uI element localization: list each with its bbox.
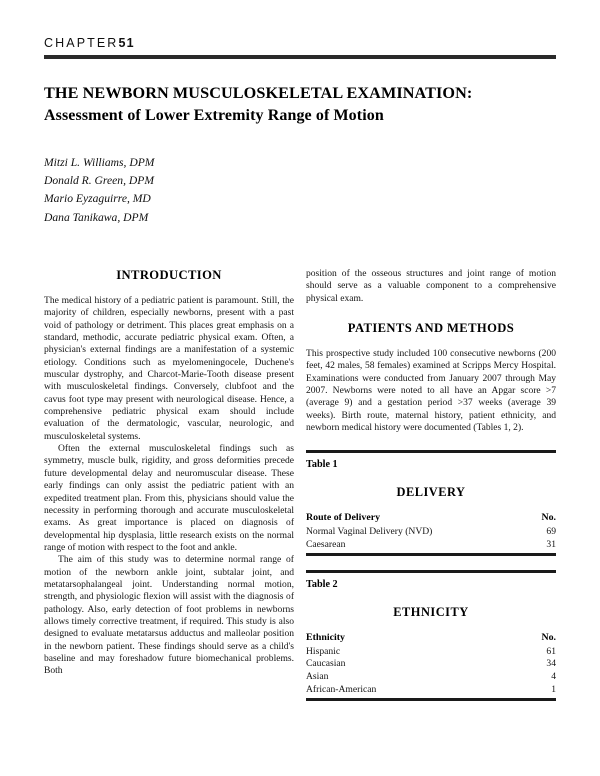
paragraph: The medical history of a pediatric patient is paramount. Still, the majority of children, especially newborns, present with a past void of pathology or detriment. This places great emphasis on a standard, methodic, accurate pediatric physical exam. Often, a physician's external findings are a manifestation of a systemic etiology. Conditions such as myelomeningocele, Duchene's muscular dystrophy, and Charcot-Marie-Tooth disease present with musculoskeletal findings. Conversely, clubfoot and the cavus foot type may present with neurological disease. Hence, a comprehensive pediatric physical exam should include evaluation of the dermatologic, vascular, neurologic, and musculoskeletal systems. — [44, 295, 294, 442]
chapter-number: 51 — [118, 36, 135, 50]
table-1 — [306, 512, 556, 553]
table-row — [306, 526, 556, 539]
cell-route: Caesarean — [306, 538, 346, 550]
cell-number: 4 — [551, 671, 556, 682]
author-name: Mario Eyzaguirre, MD — [44, 192, 151, 206]
cell-route: Normal Vaginal Delivery (NVD) — [306, 526, 433, 538]
left-column — [44, 268, 294, 701]
author-name: Dana Tanikawa, DPM — [44, 210, 149, 224]
column-header-route: Route of Delivery — [306, 512, 381, 524]
table-1-label: Table 1 — [306, 459, 338, 471]
table-2-block — [306, 570, 556, 701]
title-line-1: THE NEWBORN MUSCULOSKELETAL EXAMINATION: — [44, 84, 473, 102]
cell-number: 69 — [546, 526, 556, 538]
author-name: Donald R. Green, DPM — [44, 174, 155, 188]
paragraph: Often the external musculoskeletal findings such as symmetry, muscle bulk, rigidity, and gross deformities precede future developmental delay and neuromuscular disease. These early findings can only assist the pediatric patient with an expedited treatment plan. From this, physicians should value the necessity in performing thorough and accurate musculoskeletal exams. As great importance is placed on diagnosis of developmental hip dysplasia, little research exists on the normal range of motion with respect to the foot and ankle. — [44, 443, 294, 553]
cell-ethnicity: Hispanic — [306, 645, 341, 657]
table-top-rule — [306, 450, 556, 453]
table-header-row — [306, 512, 556, 526]
cell-number: 31 — [546, 538, 556, 550]
cell-number: 34 — [546, 658, 556, 670]
cell-ethnicity: Caucasian — [306, 658, 346, 670]
table-1-block — [306, 450, 556, 556]
cell-ethnicity: African-American — [306, 683, 377, 695]
table-2 — [306, 632, 556, 698]
table-2-label: Table 2 — [306, 579, 338, 591]
section-heading-patients-and-methods: PATIENTS AND METHODS — [347, 321, 515, 336]
table-1-caption: DELIVERY — [396, 485, 466, 500]
body-columns — [44, 268, 556, 701]
paragraph-continuation: position of the osseous structures and joint range of motion should serve as a valuable component to a comprehensive physical exam. — [306, 268, 556, 304]
page-title — [44, 83, 556, 126]
section-heading-introduction: INTRODUCTION — [116, 268, 222, 282]
column-header-number: No. — [541, 512, 556, 524]
cell-number: 61 — [546, 645, 556, 657]
table-2-caption: ETHNICITY — [393, 605, 469, 620]
column-header-number: No. — [541, 632, 556, 644]
title-line-2: Assessment of Lower Extremity Range of Motion — [44, 106, 384, 124]
author-name: Mitzi L. Williams, DPM — [44, 156, 155, 169]
table-row — [306, 684, 556, 699]
table-row — [306, 671, 556, 684]
author-list — [44, 154, 556, 227]
chapter-header — [44, 0, 556, 51]
right-column — [306, 268, 556, 701]
table-header-row — [306, 632, 556, 646]
table-bottom-rule — [306, 553, 556, 556]
table-row — [306, 539, 556, 554]
cell-number: 1 — [551, 683, 556, 695]
table-row — [306, 658, 556, 671]
table-row — [306, 646, 556, 659]
paragraph: This prospective study included 100 consecutive newborns (200 feet, 42 males, 58 females) examined at Scripps Mercy Hospital. Examinations were conducted from January 2007 through May 2007. Newborns were noted to all have an Apgar score >7 (average 9) and a gestation period >37 weeks (average 39 weeks). Birth route, maternal history, patient ethnicity, and newborn medical history were documented (Tables 1, 2). — [306, 348, 556, 434]
table-top-rule — [306, 570, 556, 573]
chapter-label: CHAPTER — [44, 36, 119, 50]
table-bottom-rule — [306, 698, 556, 701]
paragraph: The aim of this study was to determine normal range of motion of the newborn ankle joint, subtalar joint, and metatarsophalangeal joint. Understanding normal motion, strength, and physiologic flexion will assist with the diagnosis of pathology. Also, early detection of foot problems in newborns allows timely corrective treatment, if required. This study is also designed to evaluate metatarsus adductus and malleolar position in the newborn patient. These findings should serve as a child's baseline and may foreshadow future biomechanical problems. Both — [44, 554, 294, 677]
chapter-divider-rule — [44, 55, 556, 59]
column-header-ethnicity: Ethnicity — [306, 632, 345, 644]
cell-ethnicity: Asian — [306, 671, 329, 682]
